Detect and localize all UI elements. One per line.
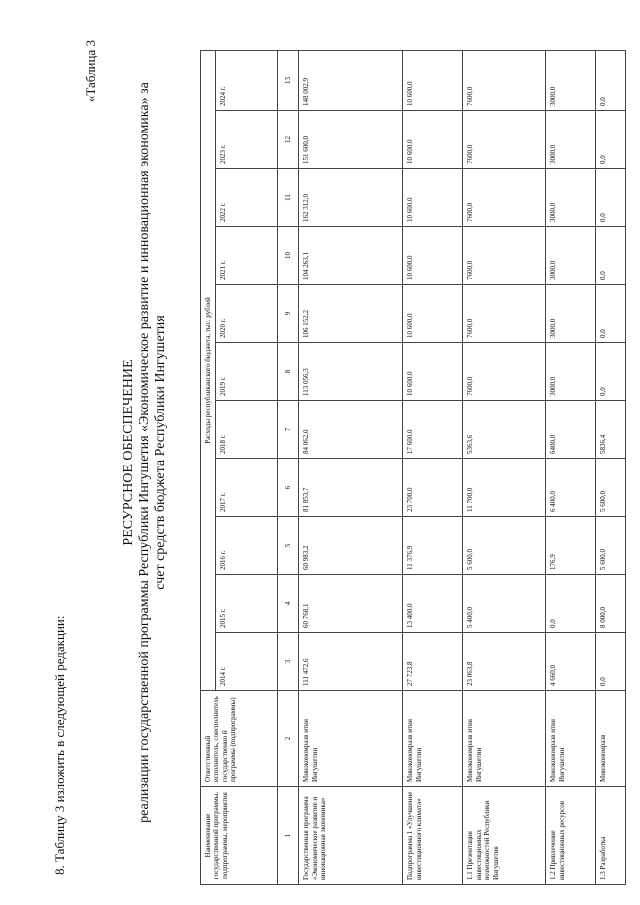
row-value: 7600,0 (463, 111, 546, 169)
header-year: 2018 г. (216, 401, 278, 459)
row-value: 23 700,0 (403, 459, 463, 517)
row-value: 151 600,0 (299, 111, 403, 169)
row-value: 11 376,9 (403, 517, 463, 575)
row-value: 4 660,0 (546, 633, 596, 691)
instruction-text: 8. Таблицу 3 изложить в следующей редакции: (52, 615, 67, 875)
row-value: 162 312,0 (299, 169, 403, 227)
row-value: 17 600,0 (403, 401, 463, 459)
row-value: 148 002,9 (299, 51, 403, 111)
document-subtitle: реализации государственной программы Республики Ингушетия «Экономическое развитие и инновационная экономика» за (137, 82, 152, 823)
row-value: 113 056,3 (299, 343, 403, 401)
row-value: 5 400,0 (463, 575, 546, 633)
row-value: 0,0 (596, 111, 626, 169)
row-value: 7600,0 (463, 227, 546, 285)
row-value: 3000,0 (546, 111, 596, 169)
row-value: 3000,0 (546, 169, 596, 227)
row-value: 3000,0 (546, 51, 596, 111)
row-value: 176,9 (546, 517, 596, 575)
header-year: 2017 г. (216, 459, 278, 517)
column-number: 11 (278, 169, 299, 227)
header-year: 2022 г. (216, 169, 278, 227)
column-number: 9 (278, 285, 299, 343)
row-value: 81 853,7 (299, 459, 403, 517)
row-value: 106 152,2 (299, 285, 403, 343)
row-value: 5 600,0 (596, 517, 626, 575)
row-value: 3000,0 (546, 343, 596, 401)
table-row (463, 51, 546, 885)
header-year: 2016 г. (216, 517, 278, 575)
row-value: 0,0 (596, 343, 626, 401)
row-name: 1.2 Привлечение инвестиционных ресурсов (546, 787, 596, 885)
column-number: 4 (278, 575, 299, 633)
column-number: 6 (278, 459, 299, 517)
table-row (596, 51, 626, 885)
document-title: РЕСУРСНОЕ ОБЕСПЕЧЕНИЕ (121, 359, 136, 546)
row-value: 60 768,1 (299, 575, 403, 633)
header-year: 2023 г. (216, 111, 278, 169)
header-name: Наименование государственной программы, подпрограммы, мероприятия (201, 787, 278, 885)
row-name: Подпрограмма 1 «Улучшение инвестиционного климата» (403, 787, 463, 885)
header-year: 2021 г. (216, 227, 278, 285)
row-value: 0,0 (596, 285, 626, 343)
row-value: 0,0 (596, 227, 626, 285)
row-value: 10 600,0 (403, 169, 463, 227)
column-number: 12 (278, 111, 299, 169)
row-executor: Минэкономразв (596, 691, 626, 787)
row-value: 10 600,0 (403, 111, 463, 169)
row-value: 5836,4 (596, 401, 626, 459)
table-row (403, 51, 463, 885)
column-number: 5 (278, 517, 299, 575)
column-number: 3 (278, 633, 299, 691)
column-number: 7 (278, 401, 299, 459)
row-value: 7600,0 (463, 169, 546, 227)
row-value: 6400,0 (546, 401, 596, 459)
resource-table (200, 50, 626, 885)
row-value: 7600,0 (463, 343, 546, 401)
row-name: Государственная программа «Экономическое развитие и инновационная экономика» (299, 787, 403, 885)
document-subtitle-line-2: счет средств бюджета Республики Ингушетия (153, 315, 168, 590)
header-year: 2019 г. (216, 343, 278, 401)
column-number: 10 (278, 227, 299, 285)
row-value: 10 600,0 (403, 285, 463, 343)
header-year: 2024 г. (216, 51, 278, 111)
column-number: 2 (278, 691, 299, 787)
row-value: 0,0 (596, 51, 626, 111)
row-executor: Минэкономразв ития Ингушетии (546, 691, 596, 787)
table-row (299, 51, 403, 885)
row-value: 84 062,0 (299, 401, 403, 459)
row-executor: Минэкономразв ития Ингушетии (463, 691, 546, 787)
row-value: 0,0 (596, 633, 626, 691)
row-value: 7600,0 (463, 51, 546, 111)
header-expenses: Расходы республиканского бюджета, тыс. рублей (201, 51, 216, 691)
row-value: 23 063,8 (463, 633, 546, 691)
row-value: 11 700,0 (463, 459, 546, 517)
row-value: 111 472,6 (299, 633, 403, 691)
header-row-group (201, 51, 216, 885)
row-value: 8 000,0 (596, 575, 626, 633)
row-value: 3000,0 (546, 285, 596, 343)
row-value: 5 600,0 (596, 459, 626, 517)
row-value: 60 983,2 (299, 517, 403, 575)
column-number: 8 (278, 343, 299, 401)
row-value: 13 400,0 (403, 575, 463, 633)
table-reference: «Таблица 3 (83, 40, 98, 103)
row-value: 3000,0 (546, 227, 596, 285)
header-executor: Ответственный исполнитель, соисполнитель государственно й программы (подпрограммы) (201, 691, 278, 787)
table-row (546, 51, 596, 885)
row-value: 5363,6 (463, 401, 546, 459)
column-number-row (278, 51, 299, 885)
row-value: 104 263,1 (299, 227, 403, 285)
row-value: 10 600,0 (403, 343, 463, 401)
row-value: 27 723,8 (403, 633, 463, 691)
column-number: 1 (278, 787, 299, 885)
column-number: 13 (278, 51, 299, 111)
row-executor: Минэкономразв ития Ингушетии (403, 691, 463, 787)
header-year: 2014 г. (216, 633, 278, 691)
header-year: 2015 г. (216, 575, 278, 633)
row-name: 1.3 Разработка (596, 787, 626, 885)
row-value: 0,0 (596, 169, 626, 227)
row-value: 7600,0 (463, 285, 546, 343)
row-value: 10 600,0 (403, 227, 463, 285)
row-name: 1.1 Презентация инвестиционных возможностей Республики Ингушетия (463, 787, 546, 885)
row-value: 0,0 (546, 575, 596, 633)
row-value: 6 400,0 (546, 459, 596, 517)
row-value: 5 600,0 (463, 517, 546, 575)
row-executor: Минэкономразв ития Ингушетии (299, 691, 403, 787)
row-value: 10 600,0 (403, 51, 463, 111)
header-year: 2020 г. (216, 285, 278, 343)
